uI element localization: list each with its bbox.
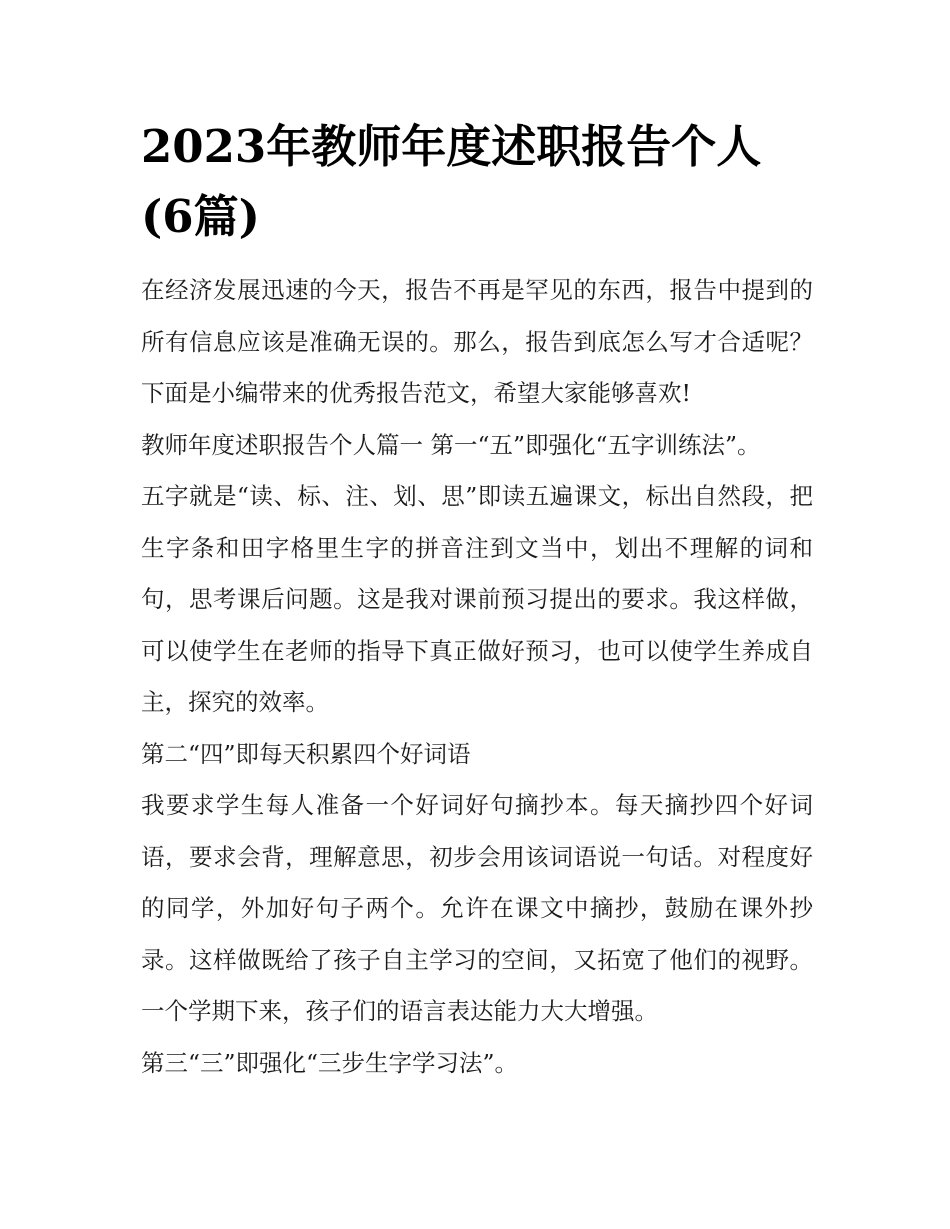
document-body [141, 265, 813, 1089]
paragraph-section-heading-2: 第二“四”即每天积累四个好词语 [141, 739, 471, 768]
paragraph-five-words: 五字就是“读、标、注、划、思”即读五遍课文，标出自然段，把生字条和田字格里生字的拼音注到文当中，划出不理解的词和句，思考课后问题。这是我对课前预习提出的要求。我这样做，可以使学生在老师的指导下真正做好预习，也可以使学生养成自主，探究的效率。 [141, 482, 813, 716]
paragraph-four-words: 我要求学生每人准备一个好词好句摘抄本。每天摘抄四个好词语，要求会背，理解意思，初步会用该词语说一句话。对程度好的同学，外加好句子两个。允许在课文中摘抄，鼓励在课外抄录。这样做既给了孩子自主学习的空间，又拓宽了他们的视野。一个学期下来，孩子们的语言表达能力大大增强。 [141, 791, 813, 1025]
title-line-1: 2023年教师年度述职报告个人 [141, 120, 762, 173]
title-line-2: (6篇) [141, 190, 260, 243]
paragraph-section-heading-1: 教师年度述职报告个人篇一 第一“五”即强化“五字训练法”。 [141, 430, 761, 459]
paragraph-section-heading-3: 第三“三”即强化“三步生字学习法”。 [141, 1048, 519, 1077]
document-title [141, 112, 813, 252]
document-content [141, 112, 813, 1089]
paragraph-intro: 在经济发展迅速的今天，报告不再是罕见的东西，报告中提到的所有信息应该是准确无误的。那么，报告到底怎么写才合适呢？下面是小编带来的优秀报告范文，希望大家能够喜欢! [141, 276, 813, 407]
